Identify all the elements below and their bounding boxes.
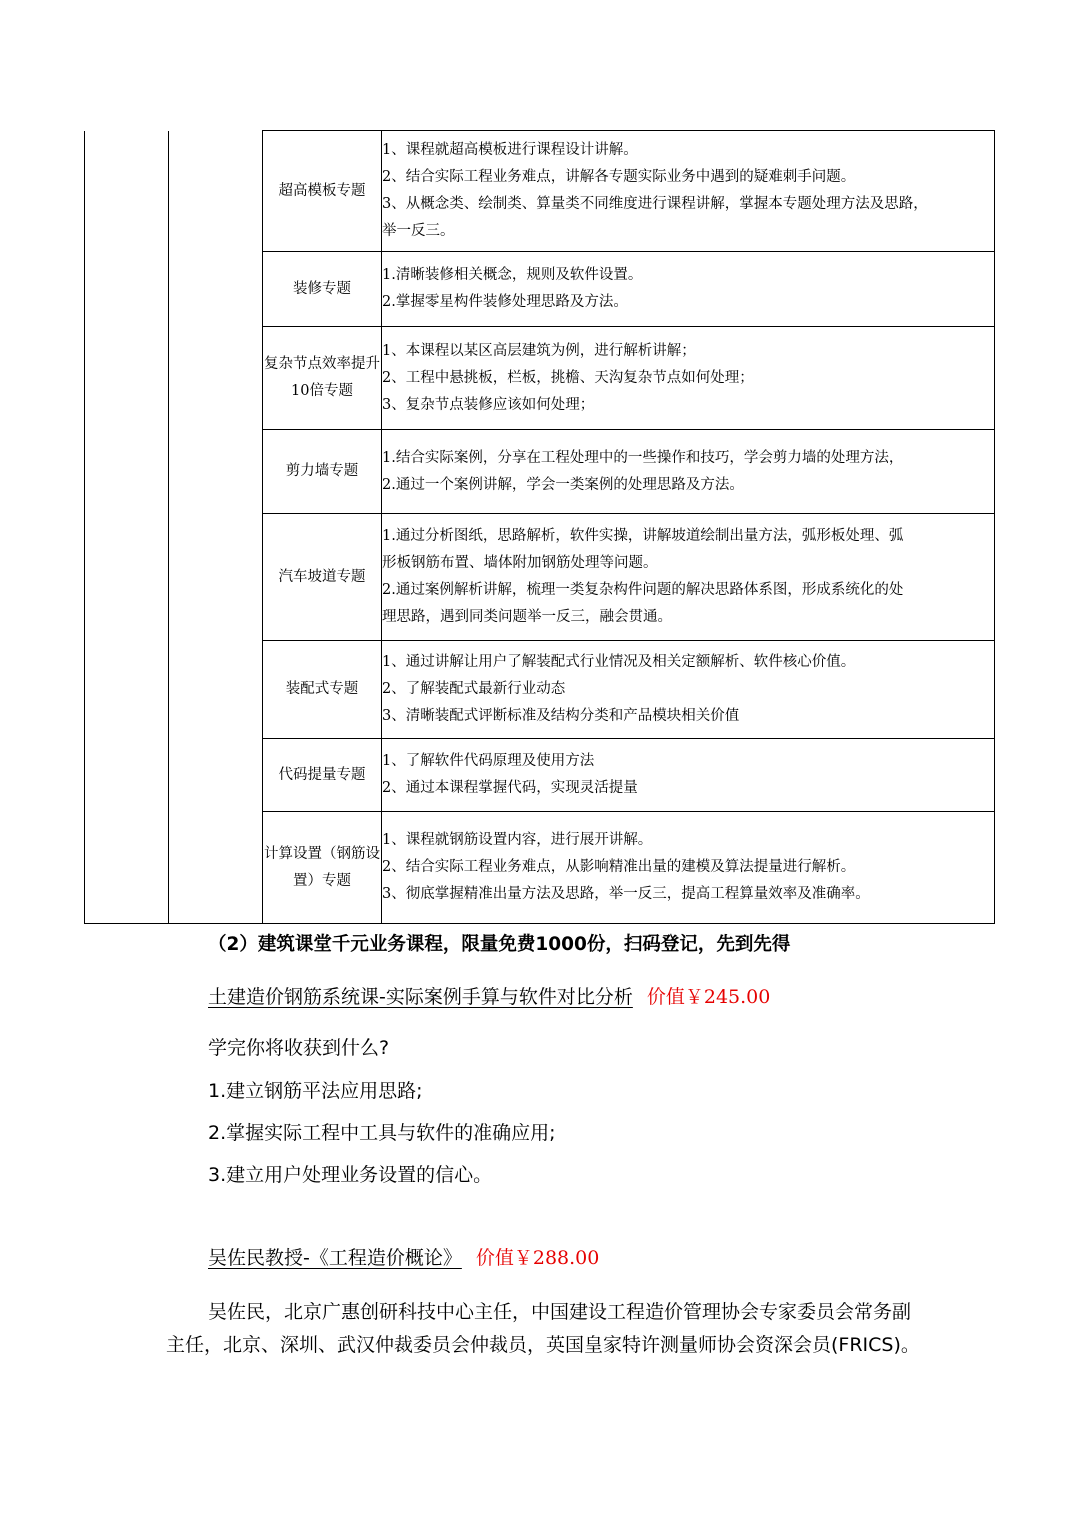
description-cell	[382, 812, 995, 924]
description-cell	[382, 131, 995, 252]
description-line: 3、复杂节点装修应该如何处理；	[382, 396, 595, 413]
description-line: 1、课程就钢筋设置内容，进行展开讲解。	[382, 832, 653, 848]
description-line: 1.通过分析图纸，思路解析，软件实操，讲解坡道绘制出量方法，弧形板处理、弧	[382, 528, 904, 544]
description-cell	[382, 739, 995, 812]
description-line: 1、课程就超高模板进行课程设计讲解。	[382, 142, 638, 158]
description-line: 3、从概念类、绘制类、算量类不同维度进行课程讲解，掌握本专题处理方法及思路，	[382, 196, 928, 212]
merged-column-1	[85, 131, 169, 924]
course-1-point: 1.建立钢筋平法应用思路;	[208, 1080, 423, 1102]
description-line: 1.清晰装修相关概念，规则及软件设置。	[382, 267, 643, 283]
description-line: 1、了解软件代码原理及使用方法	[382, 753, 595, 769]
topic-cell: 装修专题	[263, 252, 382, 327]
course-1-price: 价值￥245.00	[646, 986, 771, 1008]
table-row	[85, 131, 995, 252]
description-line: 1.结合实际案例，分享在工程处理中的一些操作和技巧，学会剪力墙的处理方法，	[382, 449, 904, 466]
description-line: 1、通过讲解让用户了解装配式行业情况及相关定额解析、软件核心价值。	[382, 654, 856, 670]
course-1-question: 学完你将收获到什么?	[208, 1037, 390, 1059]
description-line: 2、通过本课程掌握代码，实现灵活提量	[382, 780, 638, 796]
topic-cell: 剪力墙专题	[263, 430, 382, 514]
course-2-title-line	[208, 1243, 599, 1270]
description-line: 2、工程中悬挑板，栏板，挑檐、天沟复杂节点如何处理；	[382, 369, 754, 386]
topic-cell: 计算设置（钢筋设置）专题	[263, 812, 382, 924]
topic-cell: 装配式专题	[263, 641, 382, 739]
course-1-point: 3.建立用户处理业务设置的信心。	[208, 1164, 493, 1186]
description-line: 2.掌握零星构件装修处理思路及方法。	[382, 294, 628, 310]
course-1-point: 2.掌握实际工程中工具与软件的准确应用;	[208, 1122, 556, 1144]
course-1-title-line	[208, 982, 770, 1009]
description-line: 2、结合实际工程业务难点，讲解各专题实际业务中遇到的疑难刺手问题。	[382, 169, 856, 185]
description-line: 2.通过案例解析讲解，梳理一类复杂构件问题的解决思路体系图，形成系统化的处	[382, 582, 904, 598]
course-1-title: 土建造价钢筋系统课-实际案例手算与软件对比分析	[208, 986, 633, 1008]
topic-cell: 代码提量专题	[263, 739, 382, 812]
section-heading: （2）建筑课堂千元业务课程，限量免费1000份，扫码登记，先到先得	[208, 934, 791, 955]
description-line: 2、结合实际工程业务难点，从影响精准出量的建模及算法提量进行解析。	[382, 859, 856, 875]
topic-cell: 复杂节点效率提升10倍专题	[263, 327, 382, 430]
description-line: 3、彻底掌握精准出量方法及思路，举一反三，提高工程算量效率及准确率。	[382, 886, 870, 902]
description-line: 2、了解装配式最新行业动态	[382, 681, 566, 697]
description-cell	[382, 327, 995, 430]
topic-cell: 超高模板专题	[263, 131, 382, 252]
description-line: 2.通过一个案例讲解，学会一类案例的处理思路及方法。	[382, 476, 744, 493]
description-cell	[382, 514, 995, 641]
description-cell	[382, 641, 995, 739]
description-cell	[382, 252, 995, 327]
course-2-title: 吴佐民教授-《工程造价概论》	[208, 1247, 462, 1269]
course-2-price: 价值￥288.00	[475, 1247, 600, 1269]
description-line: 1、本课程以某区高层建筑为例，进行解析讲解；	[382, 342, 696, 359]
description-line: 形板钢筋布置、墙体附加钢筋处理等问题。	[382, 555, 658, 571]
merged-column-2	[169, 131, 263, 924]
description-line: 举一反三。	[382, 223, 455, 239]
description-cell	[382, 430, 995, 514]
course-topics-table	[84, 130, 995, 924]
description-line: 理思路，遇到同类问题举一反三，融会贯通。	[382, 609, 672, 625]
course-2-bio: 吴佐民，北京广惠创研科技中心主任，中国建设工程造价管理协会专家委员会常务副主任，北京、深圳、武汉仲裁委员会仲裁员，英国皇家特许测量师协会资深会员(FRICS)。	[166, 1301, 920, 1356]
topic-cell: 汽车坡道专题	[263, 514, 382, 641]
description-line: 3、清晰装配式评断标准及结构分类和产品模块相关价值	[382, 708, 740, 724]
